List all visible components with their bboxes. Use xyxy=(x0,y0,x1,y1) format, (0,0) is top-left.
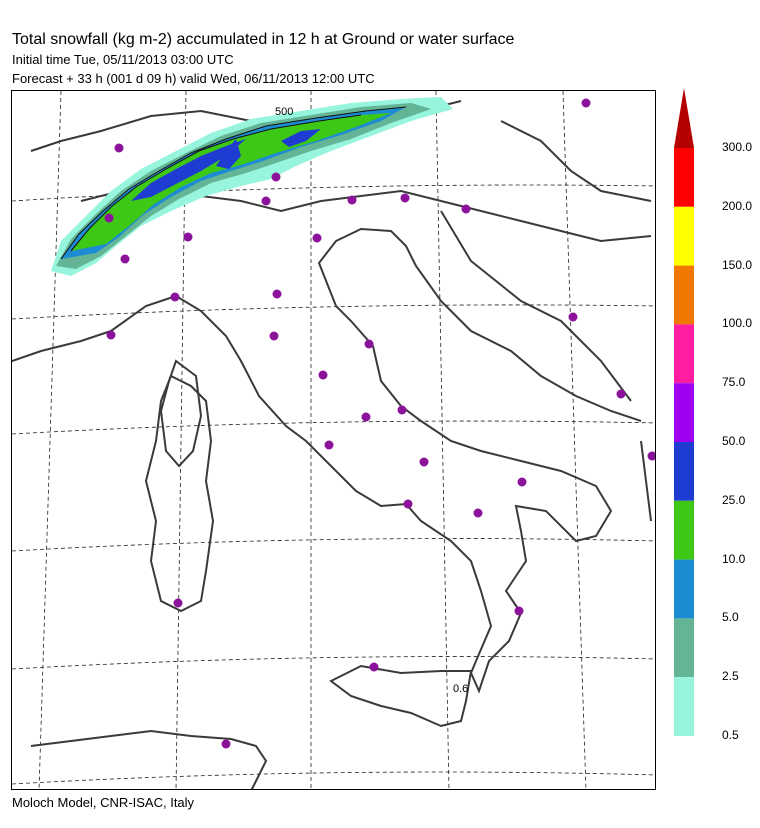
colorbar-band xyxy=(674,207,694,266)
colorbar-band xyxy=(674,324,694,383)
station-marker xyxy=(105,214,114,223)
station-marker xyxy=(262,197,271,206)
station-marker xyxy=(404,500,413,509)
colorbar-label: 75.0 xyxy=(722,375,746,390)
station-marker xyxy=(107,331,116,340)
station-marker xyxy=(222,740,231,749)
colorbar-band xyxy=(674,442,694,501)
station-marker xyxy=(115,144,124,153)
station-marker xyxy=(273,290,282,299)
station-marker xyxy=(370,663,379,672)
colorbar-band xyxy=(674,560,694,619)
station-marker xyxy=(325,441,334,450)
map-title: Total snowfall (kg m-2) accumulated in 12 h at Ground or water surface xyxy=(12,31,515,48)
station-marker xyxy=(569,313,578,322)
model-credit: Moloch Model, CNR-ISAC, Italy xyxy=(12,795,195,810)
station-marker xyxy=(184,233,193,242)
forecast-valid-time: Forecast + 33 h (001 d 09 h) valid Wed, 06/11/2013 12:00 UTC xyxy=(12,71,375,86)
map-panel xyxy=(11,90,656,790)
station-marker xyxy=(348,196,357,205)
italy-map xyxy=(12,91,656,790)
initial-time: Initial time Tue, 05/11/2013 03:00 UTC xyxy=(12,52,234,67)
station-marker xyxy=(401,194,410,203)
snowfall-colorbar xyxy=(674,88,694,736)
contour-label-sicily: 0.6 xyxy=(453,683,469,695)
station-marker xyxy=(648,452,657,461)
colorbar-band xyxy=(674,383,694,442)
station-marker xyxy=(272,173,281,182)
station-marker xyxy=(462,205,471,214)
colorbar-arrow-icon xyxy=(674,88,694,148)
station-marker xyxy=(319,371,328,380)
station-marker xyxy=(518,478,527,487)
station-marker xyxy=(515,607,524,616)
colorbar-label: 50.0 xyxy=(722,434,746,448)
colorbar-band xyxy=(674,501,694,560)
station-marker xyxy=(365,340,374,349)
colorbar-label: 5.0 xyxy=(722,610,739,625)
station-marker xyxy=(362,413,371,422)
station-marker xyxy=(582,99,591,108)
colorbar-band xyxy=(674,677,694,736)
colorbar-label: 2.5 xyxy=(722,669,739,684)
station-marker xyxy=(420,458,429,467)
colorbar-label: 150.0 xyxy=(722,257,753,272)
colorbar-label: 100.0 xyxy=(722,316,753,331)
colorbar-label: 0.5 xyxy=(722,728,739,742)
contour-label-top: 500 xyxy=(275,106,294,118)
station-marker xyxy=(474,509,483,518)
colorbar-label: 200.0 xyxy=(722,198,753,213)
station-marker xyxy=(313,234,322,243)
station-marker xyxy=(617,390,626,399)
station-marker xyxy=(174,599,183,608)
station-marker xyxy=(270,332,279,341)
colorbar-label: 300.0 xyxy=(722,140,753,154)
colorbar-band xyxy=(674,266,694,325)
station-marker xyxy=(398,406,407,415)
snowfall-field xyxy=(51,97,453,276)
colorbar-band xyxy=(674,148,694,207)
colorbar-label: 25.0 xyxy=(722,492,746,507)
station-marker xyxy=(121,255,130,264)
station-marker xyxy=(171,293,180,302)
colorbar-band xyxy=(674,618,694,677)
colorbar-label: 10.0 xyxy=(722,551,746,566)
